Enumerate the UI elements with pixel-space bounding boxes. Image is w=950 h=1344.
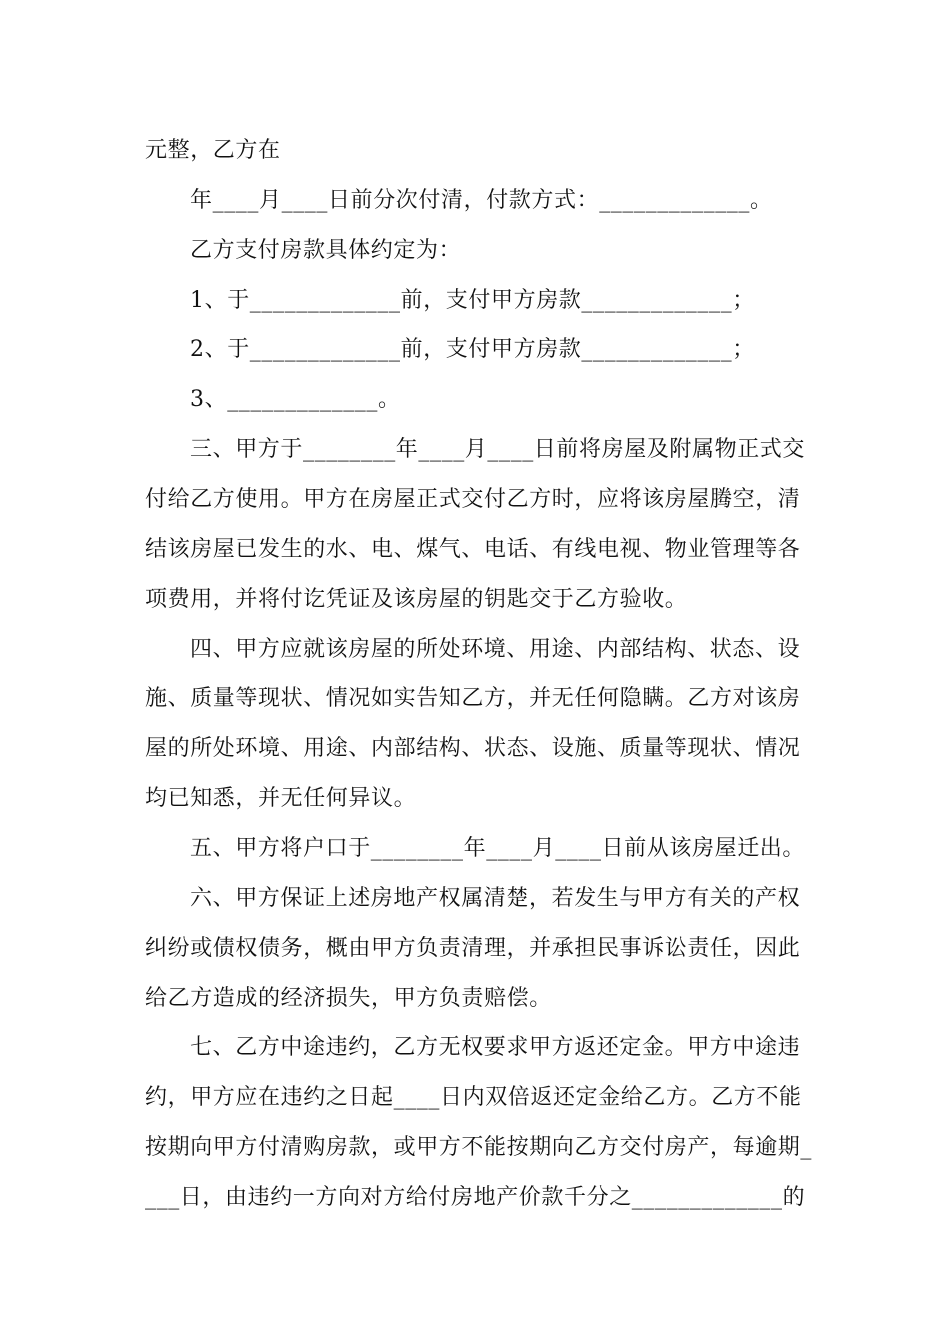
text-line: 给乙方造成的经济损失，甲方负责赔偿。: [145, 986, 552, 1011]
text-line: 屋的所处环境、用途、内部结构、状态、设施、质量等现状、情况: [145, 736, 801, 761]
text-line: 三、甲方于________年____月____日前将房屋及附属物正式交: [190, 437, 806, 462]
text-line: 纠纷或债权债务，概由甲方负责清理，并承担民事诉讼责任，因此: [145, 936, 801, 961]
text-line: 四、甲方应就该房屋的所处环境、用途、内部结构、状态、设: [190, 637, 801, 662]
text-line: 结该房屋已发生的水、电、煤气、电话、有线电视、物业管理等各: [145, 537, 801, 562]
text-line: 乙方支付房款具体约定为：: [190, 238, 462, 263]
text-line: 项费用，并将付讫凭证及该房屋的钥匙交于乙方验收。: [145, 587, 688, 612]
text-line: 年____月____日前分次付清，付款方式：_____________。: [190, 188, 773, 213]
text-line: 1、于_____________前，支付甲方房款_____________；: [190, 288, 755, 313]
text-line: ___日，由违约一方向对方给付房地产价款千分之_____________的: [145, 1185, 806, 1210]
text-line: 五、甲方将户口于________年____月____日前从该房屋迁出。: [190, 836, 806, 861]
text-line: 七、乙方中途违约，乙方无权要求甲方返还定金。甲方中途违: [190, 1035, 801, 1060]
text-line: 均已知悉，并无任何异议。: [145, 786, 417, 811]
text-line: 元整，乙方在: [145, 138, 281, 163]
text-line: 六、甲方保证上述房地产权属清楚，若发生与甲方有关的产权: [190, 886, 801, 911]
text-line: 3、_____________。: [190, 387, 401, 412]
text-line: 施、质量等现状、情况如实告知乙方，并无任何隐瞒。乙方对该房: [145, 686, 801, 711]
text-line: 约，甲方应在违约之日起____日内双倍返还定金给乙方。乙方不能: [145, 1085, 802, 1110]
text-line: 付给乙方使用。甲方在房屋正式交付乙方时，应将该房屋腾空，清: [145, 487, 801, 512]
text-line: 2、于_____________前，支付甲方房款_____________；: [190, 337, 755, 362]
text-line: 按期向甲方付清购房款，或甲方不能按期向乙方交付房产，每逾期_: [145, 1135, 813, 1160]
